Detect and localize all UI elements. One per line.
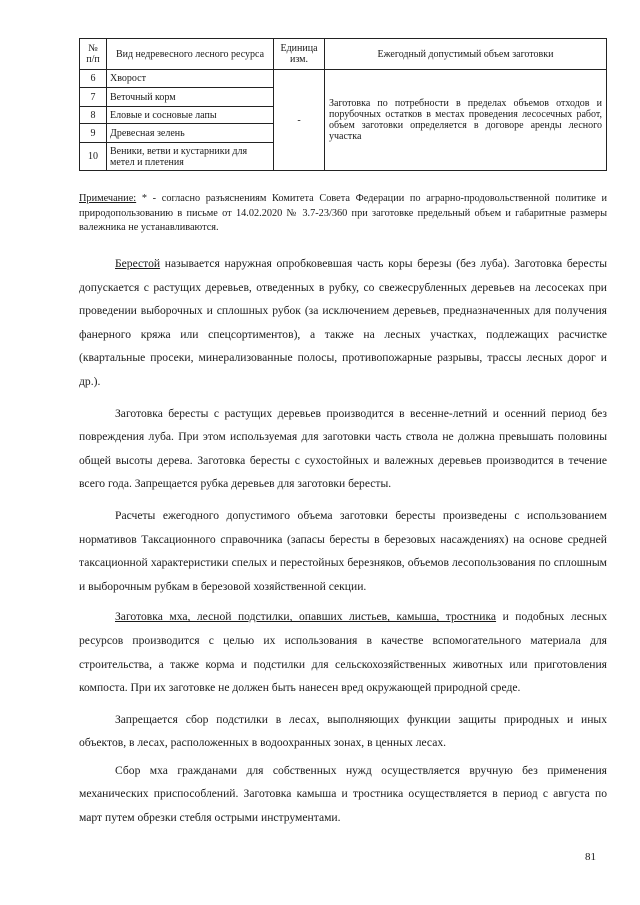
volume-cell: Заготовка по потребности в пределах объемов отходов и порубочных остатков в местах проведения лесосечных работ, объем заготовки определяется в договоре аренды лесного участка	[325, 70, 607, 171]
term-birch-bark: Берестой	[115, 257, 161, 270]
row-num: 7	[80, 88, 107, 107]
header-resource: Вид недревесного лесного ресурса	[107, 39, 274, 70]
note-paragraph	[79, 192, 607, 236]
paragraph-calculations: Расчеты ежегодного допустимого объема заготовки бересты произведены с использованием нормативов Таксационного справочника (запасы бересты в березовых насаждениях) на основе средней таксационной характеристики спелых и перестойных березняков, объемов лесопользования по сплошным и выборочным рубкам в березовой хозяйственной секции.	[79, 508, 607, 593]
header-num: № п/п	[80, 39, 107, 70]
paragraph-birch-bark-harvest: Заготовка бересты с растущих деревьев производится в весенне-летний и осенний период без повреждения луба. При этом используемая для заготовки часть ствола не должна превышать половины общей высоты дерева. Заготовка бересты с сухостойных и валежных деревьев производится в течение всего года. Запрещается рубка деревьев для заготовки бересты.	[79, 406, 607, 491]
body-text	[79, 252, 607, 830]
header-volume: Ежегодный допустимый объем заготовки	[325, 39, 607, 70]
row-name: Древесная зелень	[107, 124, 274, 143]
term-moss-litter: Заготовка мха, лесной подстилки, опавших листьев, камыша, тростника	[115, 610, 497, 624]
row-num: 10	[80, 143, 107, 171]
note-label: Примечание:	[79, 193, 137, 204]
table-row	[80, 70, 607, 88]
paragraph-text: называется наружная опробковевшая часть коры березы (без луба). Заготовка бересты допускается с растущих деревьев, отведенных в рубку, со свежесрубленных деревьев на лесосеках при проведении выборочных и сплошных рубок (за исключением деревьев, предназначенных для получения фанерного кряжа или спецсортиментов), а также на лесных участках, подлежащих расчистке (квартальные просеки, минерализованные полосы, противопожарные разрывы, трассы лесных дорог и др.).	[79, 257, 607, 388]
paragraph-litter-ban: Запрещается сбор подстилки в лесах, выполняющих функции защиты природных и иных объектов, в лесах, расположенных в водоохранных зонах, в ценных лесах.	[79, 712, 607, 750]
table-header-row	[80, 39, 607, 70]
header-unit: Единица изм.	[274, 39, 325, 70]
row-num: 9	[80, 124, 107, 143]
paragraph-text: и подобных лесных ресурсов производится с целью их использования в качестве вспомогательного материала для строительства, а также корма и подстилки для сельскохозяйственных животных или приготовления компоста. При их заготовке не должен быть нанесен вред окружающей природной среде.	[79, 610, 607, 695]
note-text: * - согласно разъяснениям Комитета Совета Федерации по аграрно-продовольственной политике и природопользованию в письме от 14.02.2020 № 3.7-23/360 при заготовке предельный объем и габаритные размеры валежника не устанавливаются.	[79, 193, 607, 233]
paragraph-birch-bark-definition	[79, 252, 607, 394]
row-name: Хворост	[107, 70, 274, 88]
paragraph-moss-collection: Сбор мха гражданами для собственных нужд осуществляется вручную без применения механических приспособлений. Заготовка камыша и тростника осуществляется в период с августа по март путем обрезки стебля острыми инструментами.	[79, 763, 607, 825]
row-name: Веники, ветви и кустарники для метел и плетения	[107, 143, 274, 171]
paragraph-moss-harvest	[79, 605, 607, 699]
unit-cell: -	[274, 70, 325, 171]
page-number: 81	[585, 851, 596, 863]
row-name: Еловые и сосновые лапы	[107, 107, 274, 124]
row-num: 8	[80, 107, 107, 124]
row-name: Веточный корм	[107, 88, 274, 107]
resources-table	[79, 38, 607, 171]
row-num: 6	[80, 70, 107, 88]
